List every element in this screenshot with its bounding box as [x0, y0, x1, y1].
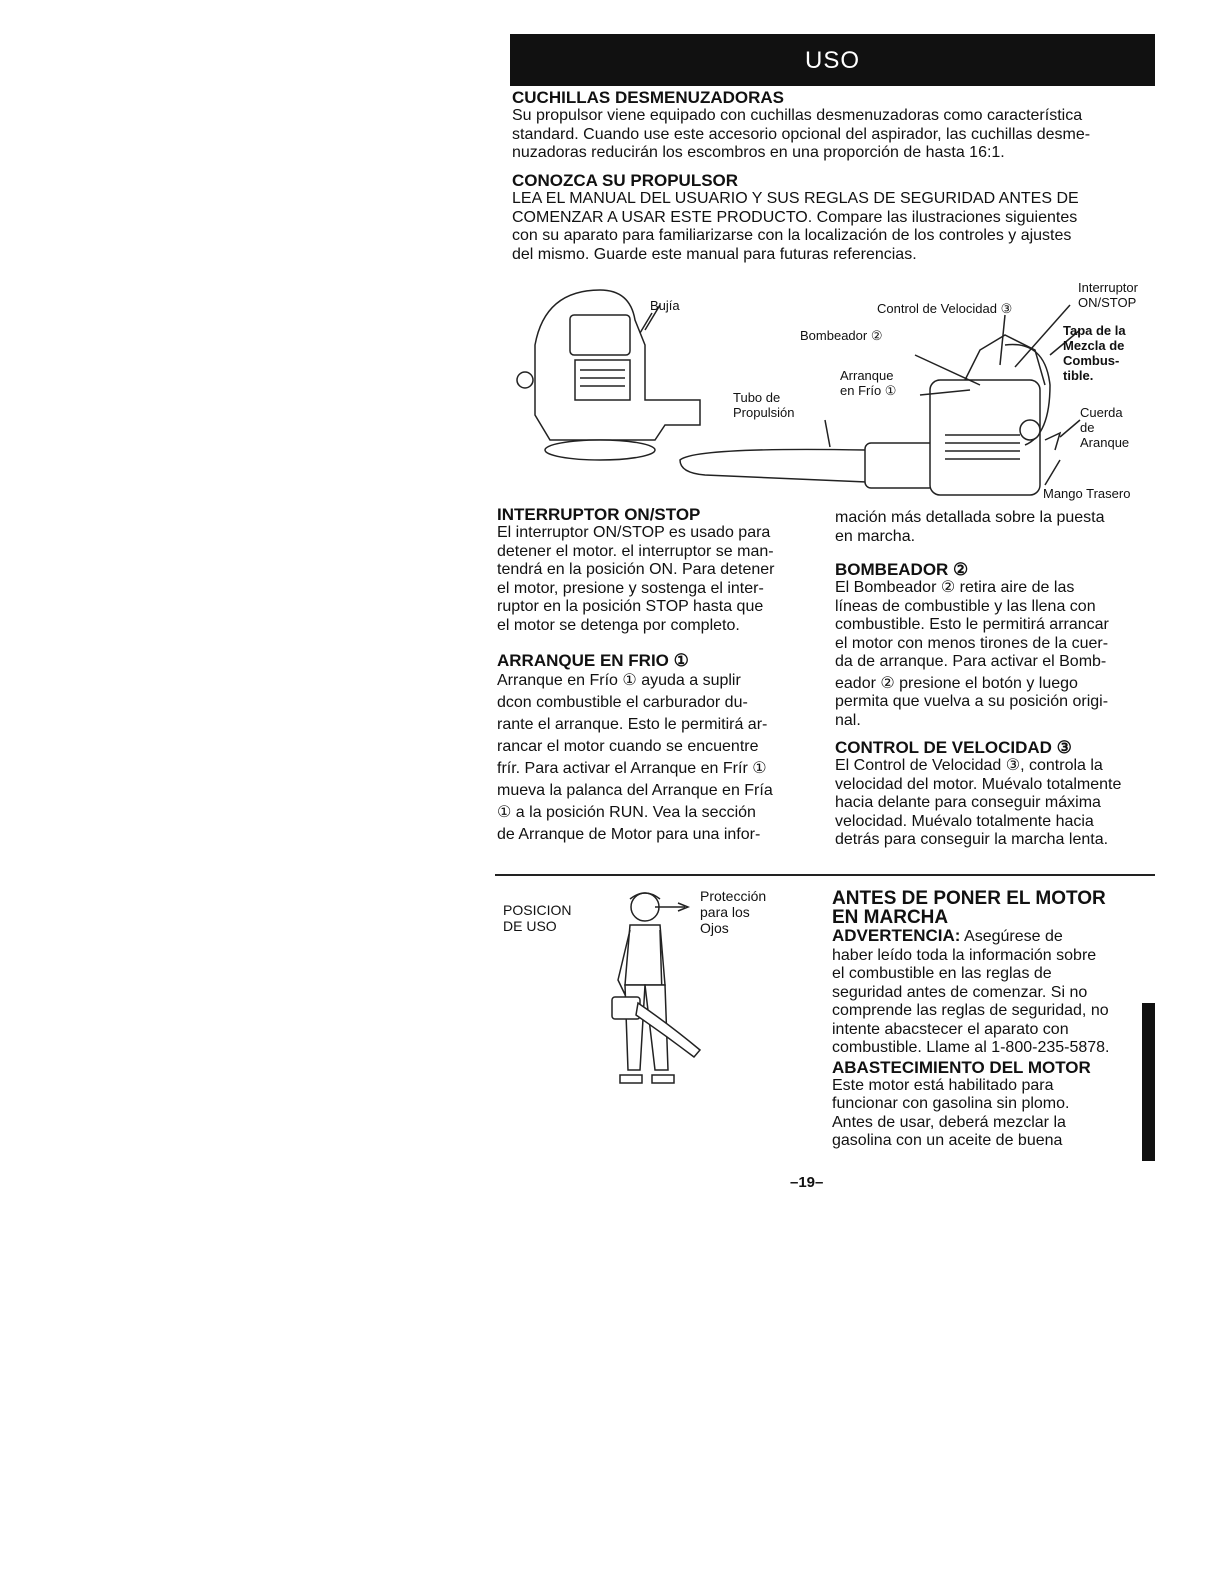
abastecimiento-line: gasolina con un aceite de buena	[832, 1132, 1063, 1149]
label-line: en Frío ①	[840, 383, 897, 398]
interruptor-line: tendrá en la posición ON. Para detener	[497, 561, 775, 578]
antes-line: seguridad antes de comenzar. Si no	[832, 983, 1088, 1001]
label-arranque-frio	[840, 368, 896, 398]
label-line: POSICION	[503, 902, 572, 918]
antes-line: haber leído toda la información sobre	[832, 946, 1097, 964]
section-divider	[495, 874, 1155, 876]
interruptor-line: El interruptor ON/STOP es usado para	[497, 524, 771, 541]
operator-figure	[590, 885, 710, 1090]
interruptor-line: ruptor en la posición STOP hasta que	[497, 598, 764, 615]
control-line: velocidad del motor. Muévalo totalmente	[835, 775, 1122, 793]
label-tapa	[1063, 323, 1126, 383]
continuacion-line: mación más detallada sobre la puesta	[835, 509, 1105, 526]
label-line: Tapa de la	[1063, 323, 1126, 338]
warning-text: Asegúrese de	[964, 928, 1063, 945]
bombeador-line: permita que vuelva a su posición origi-	[835, 693, 1109, 710]
cuchillas-heading: CUCHILLAS DESMENUZADORAS	[512, 88, 784, 107]
label-line: Aranque	[1080, 435, 1130, 450]
cuchillas-line: standard. Cuando use este accesorio opcional del aspirador, las cuchillas desme-	[512, 125, 1091, 143]
arranque-heading: ARRANQUE EN FRIO ①	[497, 651, 689, 670]
arranque-line: rancar el motor cuando se encuentre	[497, 738, 759, 755]
bombeador-line: el motor con menos tirones de la cuer-	[835, 634, 1109, 652]
conozca-section	[512, 171, 1162, 264]
label-interruptor	[1078, 280, 1138, 310]
label-line: Protección	[700, 888, 767, 904]
label-line: Propulsión	[733, 405, 795, 420]
heading-line: EN MARCHA	[832, 907, 949, 928]
interruptor-line: detener el motor. el interruptor se man-	[497, 542, 774, 560]
page-number: –19–	[790, 1174, 824, 1191]
cuchillas-line: Su propulsor viene equipado con cuchillas desmenuzadoras como característica	[512, 107, 1083, 124]
antes-line: combustible. Llame al 1-800-235-5878.	[832, 1039, 1110, 1056]
arranque-line: mueva la palanca del Arranque en Fría	[497, 782, 773, 799]
conozca-line: con su aparato para familiarizarse con la localización de los controles y ajustes	[512, 227, 1072, 244]
antes-heading	[832, 889, 1147, 927]
abastecimiento-line: Antes de usar, deberá mezclar la	[832, 1113, 1066, 1131]
control-line: hacia delante para conseguir máxima	[835, 794, 1101, 811]
small-blower-drawing	[517, 290, 700, 460]
warning-label: ADVERTENCIA:	[832, 926, 961, 945]
label-line: Combus-	[1063, 353, 1120, 368]
abastecimiento-line: funcionar con gasolina sin plomo.	[832, 1095, 1070, 1112]
antes-line: el combustible en las reglas de	[832, 965, 1052, 982]
antes-warning-line	[832, 927, 1147, 947]
label-line: Interruptor	[1078, 280, 1138, 295]
bombeador-line: combustible. Esto le permitirá arrancar	[835, 616, 1109, 633]
label-control-velocidad: Control de Velocidad ③	[877, 301, 1013, 316]
arranque-line: Arranque en Frío ① ayuda a suplir	[497, 672, 741, 689]
bombeador-line: nal.	[835, 711, 861, 729]
arranque-line: ① a la posición RUN. Vea la sección	[497, 804, 756, 821]
label-line: Ojos	[700, 920, 729, 936]
label-cuerda-arranque	[1080, 405, 1129, 450]
label-line: Cuerda	[1080, 405, 1123, 420]
cuchillas-line: nuzadoras reducirán los escombros en una proporción de hasta 16:1.	[512, 144, 1005, 161]
bombeador-line: líneas de combustible y las llena con	[835, 597, 1096, 615]
antes-section	[832, 889, 1147, 1151]
blower-diagram	[505, 275, 1160, 505]
posicion-uso-label	[503, 902, 571, 934]
arranque-line: rante el arranque. Esto le permitirá ar-	[497, 716, 768, 733]
label-tubo-propulsion	[733, 390, 794, 420]
control-line: detrás para conseguir la marcha lenta.	[835, 831, 1109, 848]
abastecimiento-line: Este motor está habilitado para	[832, 1076, 1054, 1094]
interruptor-heading: INTERRUPTOR ON/STOP	[497, 505, 701, 524]
interruptor-line: el motor, presione y sostenga el inter-	[497, 579, 764, 597]
conozca-line: COMENZAR A USAR ESTE PRODUCTO. Compare las ilustraciones siguientes	[512, 208, 1078, 226]
section-edge-tab	[1142, 1003, 1155, 1161]
section-header-band: USO	[510, 34, 1155, 86]
antes-line: intente abacstecer el aparato con	[832, 1020, 1069, 1038]
conozca-line: LEA EL MANUAL DEL USUARIO Y SUS REGLAS DE SEGURIDAD ANTES DE	[512, 190, 1079, 207]
label-bombeador: Bombeador ②	[800, 328, 883, 343]
label-line: Tubo de	[733, 390, 781, 405]
bombeador-heading: BOMBEADOR ②	[835, 560, 969, 579]
cuchillas-section	[512, 88, 1162, 163]
label-line: ON/STOP	[1078, 295, 1137, 310]
control-line: El Control de Velocidad ③, controla la	[835, 757, 1103, 774]
left-column	[497, 505, 819, 846]
label-bujia: Bujía	[650, 298, 680, 313]
label-line: para los	[700, 904, 750, 920]
abastecimiento-heading: ABASTECIMIENTO DEL MOTOR	[832, 1057, 1091, 1077]
label-line: de	[1080, 420, 1095, 435]
conozca-line: del mismo. Guarde este manual para futuras referencias.	[512, 245, 917, 263]
antes-line: comprende las reglas de seguridad, no	[832, 1002, 1109, 1019]
label-line: Arranque	[840, 368, 894, 383]
bombeador-line: da de arranque. Para activar el Bomb-	[835, 653, 1107, 670]
label-line: Mezcla de	[1063, 338, 1125, 353]
control-line: velocidad. Muévalo totalmente hacia	[835, 812, 1094, 830]
bombeador-line: El Bombeador ② retira aire de las	[835, 579, 1075, 596]
label-mango-trasero: Mango Trasero	[1043, 486, 1131, 501]
arranque-line: de Arranque de Motor para una infor-	[497, 826, 761, 843]
heading-line: ANTES DE PONER EL MOTOR	[832, 888, 1106, 909]
control-heading: CONTROL DE VELOCIDAD ③	[835, 738, 1072, 757]
conozca-heading: CONOZCA SU PROPULSOR	[512, 171, 739, 190]
arranque-line: frír. Para activar el Arranque en Frír ①	[497, 760, 767, 777]
right-column	[835, 509, 1155, 850]
label-line: tible.	[1063, 368, 1094, 383]
continuacion-line: en marcha.	[835, 527, 916, 545]
arranque-line: dcon combustible el carburador du-	[497, 694, 748, 711]
bombeador-line: eador ② presione el botón y luego	[835, 674, 1078, 692]
label-line: DE USO	[503, 918, 557, 934]
interruptor-line: el motor se detenga por completo.	[497, 616, 740, 634]
